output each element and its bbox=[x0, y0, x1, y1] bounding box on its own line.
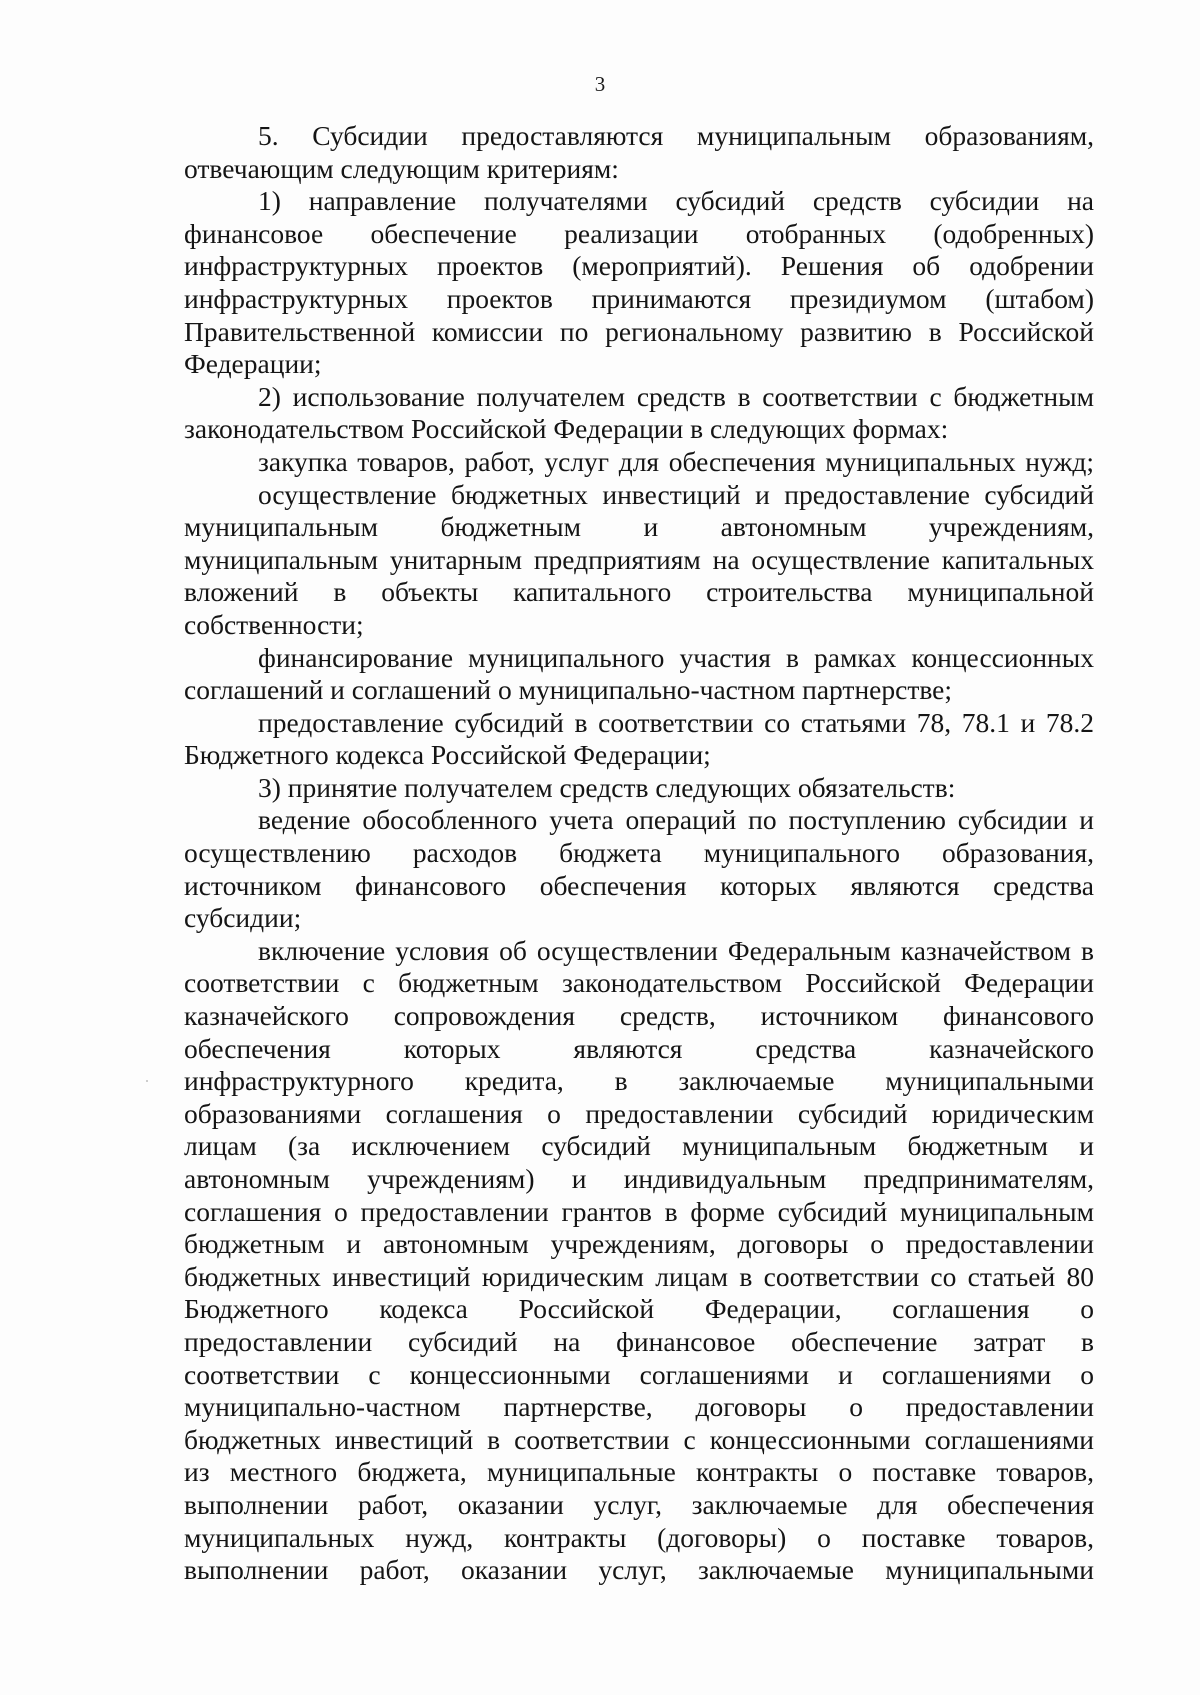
text-line: Бюджетного кодекса Российской Федерации, соглашения о bbox=[184, 1293, 1094, 1325]
text-line: закупка товаров, работ, услуг для обеспечения муниципальных нужд; bbox=[258, 445, 1094, 477]
text-line: инфраструктурного кредита, в заключаемые муниципальными bbox=[184, 1065, 1094, 1097]
text-line: финансирование муниципального участия в рамках концессионных bbox=[258, 641, 1094, 673]
text-line: инфраструктурных проектов (мероприятий). Решения об одобрении bbox=[184, 250, 1094, 282]
text-line: инфраструктурных проектов принимаются президиумом (штабом) bbox=[184, 282, 1094, 314]
text-line: осуществление бюджетных инвестиций и предоставление субсидий bbox=[258, 478, 1094, 510]
text-line: законодательством Российской Федерации в следующих формах: bbox=[184, 413, 949, 445]
text-line: 5. Субсидии предоставляются муниципальным образованиям, bbox=[258, 120, 1094, 151]
text-line: ведение обособленного учета операций по поступлению субсидии и bbox=[258, 804, 1094, 836]
text-line: лицам (за исключением субсидий муниципальным бюджетным и bbox=[184, 1130, 1094, 1162]
text-line: образованиями соглашения о предоставлении субсидий юридическим bbox=[184, 1097, 1094, 1129]
text-line: вложений в объекты капитального строительства муниципальной bbox=[184, 576, 1094, 608]
text-line: соглашения о предоставлении грантов в форме субсидий муниципальным bbox=[184, 1195, 1094, 1227]
text-line: Бюджетного кодекса Российской Федерации; bbox=[184, 739, 711, 771]
text-line: 1) направление получателями субсидий средств субсидии на bbox=[258, 185, 1094, 217]
text-line: обеспечения которых являются средства казначейского bbox=[184, 1032, 1094, 1064]
text-line: бюджетных инвестиций в соответствии с концессионными соглашениями bbox=[184, 1423, 1094, 1455]
page-number: 3 bbox=[594, 72, 606, 96]
text-line: 3) принятие получателем средств следующих обязательств: bbox=[258, 771, 956, 803]
text-line: предоставление субсидий в соответствии со статьями 78, 78.1 и 78.2 bbox=[258, 706, 1094, 738]
text-line: автономным учреждениям) и индивидуальным предпринимателям, bbox=[184, 1163, 1094, 1194]
text-line: соглашений и соглашений о муниципально-частном партнерстве; bbox=[184, 674, 953, 706]
text-line: осуществлению расходов бюджета муниципального образования, bbox=[184, 837, 1094, 869]
text-line: бюджетных инвестиций юридическим лицам в соответствии со статьей 80 bbox=[184, 1260, 1094, 1292]
text-line: предоставлении субсидий на финансовое обеспечение затрат в bbox=[184, 1325, 1094, 1357]
text-line: включение условия об осуществлении Федеральным казначейством в bbox=[258, 934, 1094, 966]
text-line: источником финансового обеспечения которых являются средства bbox=[184, 869, 1094, 901]
scan-speck bbox=[146, 1080, 148, 1082]
text-line: финансовое обеспечение реализации отобранных (одобренных) bbox=[184, 217, 1094, 249]
text-line: бюджетным и автономным учреждениям, договоры о предоставлении bbox=[184, 1228, 1094, 1260]
text-line: муниципальным бюджетным и автономным учреждениям, bbox=[184, 511, 1094, 543]
text-line: муниципальных нужд, контракты (договоры) о поставке товаров, bbox=[184, 1521, 1094, 1553]
text-line: соответствии с концессионными соглашениями и соглашениями о bbox=[184, 1358, 1094, 1390]
text-line: выполнении работ, оказании услуг, заключаемые муниципальными bbox=[184, 1554, 1094, 1586]
text-line: субсидии; bbox=[184, 902, 302, 934]
text-line: соответствии с бюджетным законодательством Российской Федерации bbox=[184, 967, 1094, 999]
text-line: выполнении работ, оказании услуг, заключаемые для обеспечения bbox=[184, 1488, 1094, 1520]
text-line: муниципальным унитарным предприятиям на осуществление капитальных bbox=[184, 543, 1094, 575]
text-line: из местного бюджета, муниципальные контракты о поставке товаров, bbox=[184, 1456, 1094, 1488]
text-line: Правительственной комиссии по региональному развитию в Российской bbox=[184, 315, 1094, 347]
text-line: казначейского сопровождения средств, источником финансового bbox=[184, 1000, 1094, 1032]
text-line: Федерации; bbox=[184, 348, 322, 380]
text-line: отвечающим следующим критериям: bbox=[184, 152, 619, 184]
text-line: муниципально-частном партнерстве, договоры о предоставлении bbox=[184, 1391, 1094, 1423]
document-body bbox=[184, 120, 1094, 1587]
text-line: 2) использование получателем средств в соответствии с бюджетным bbox=[258, 380, 1094, 412]
text-line: собственности; bbox=[184, 608, 364, 640]
